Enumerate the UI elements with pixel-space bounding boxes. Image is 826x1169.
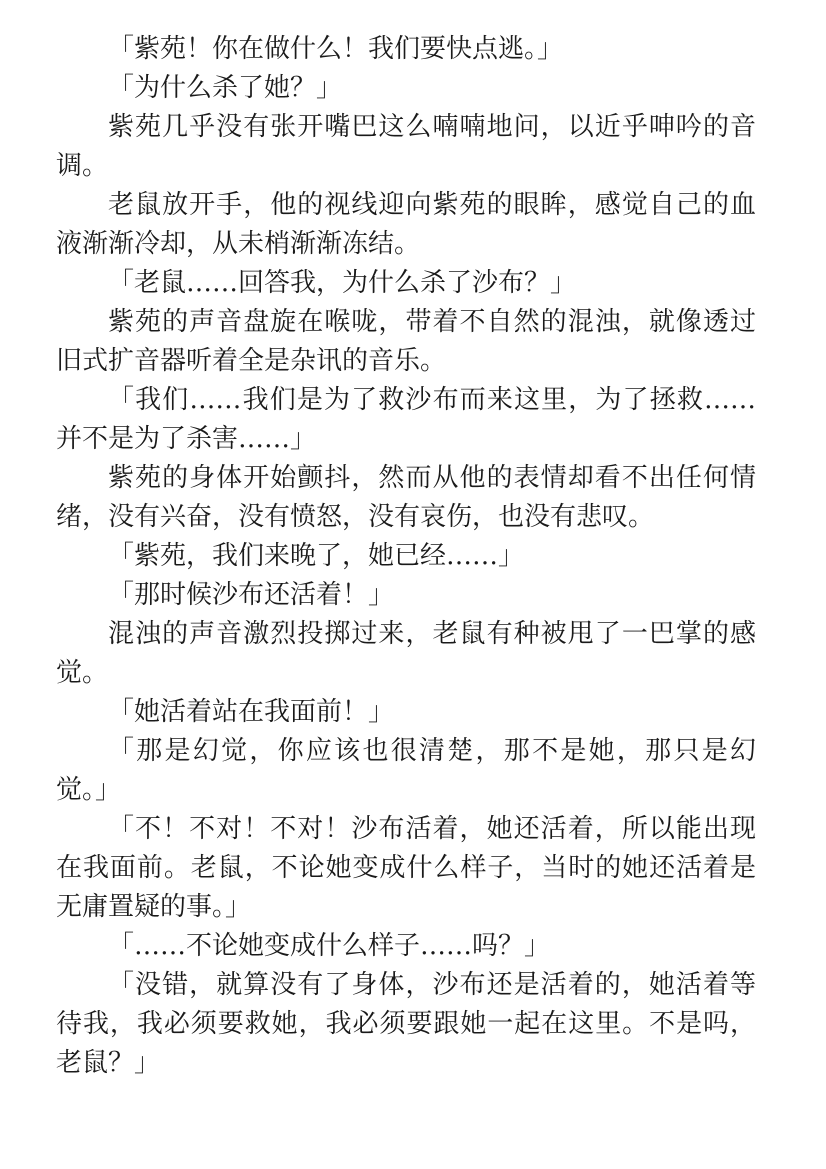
paragraph: 紫苑几乎没有张开嘴巴这么喃喃地问，以近乎呻吟的音调。	[56, 112, 756, 181]
paragraph: 「为什么杀了她？」	[108, 73, 343, 103]
paragraph: 「紫苑！你在做什么！我们要快点逃。」	[108, 34, 564, 64]
paragraph: 老鼠放开手，他的视线迎向紫苑的眼眸，感觉自己的血液渐渐冷却，从未梢渐渐冻结。	[56, 190, 756, 259]
paragraph: 「紫苑，我们来晚了，她已经……」	[108, 541, 525, 571]
paragraph: 「不！不对！不对！沙布活着，她还活着，所以能出现在我面前。老鼠，不论她变成什么样子，当时的她还活着是无庸置疑的事。」	[56, 814, 756, 922]
paragraph: 「没错，就算没有了身体，沙布还是活着的，她活着等待我，我必须要救她，我必须要跟她一起在这里。不是吗，老鼠？」	[56, 970, 756, 1078]
paragraph: 「那时候沙布还活着！」	[108, 580, 395, 610]
paragraph: 紫苑的声音盘旋在喉咙，带着不自然的混浊，就像透过旧式扩音器听着全是杂讯的音乐。	[56, 307, 756, 376]
paragraph: 「……不论她变成什么样子……吗？」	[108, 931, 551, 961]
paragraph: 紫苑的身体开始颤抖，然而从他的表情却看不出任何情绪，没有兴奋，没有愤怒，没有哀伤，也没有悲叹。	[56, 463, 756, 532]
paragraph: 「她活着站在我面前！」	[108, 697, 395, 727]
paragraph: 「那是幻觉，你应该也很清楚，那不是她，那只是幻觉。」	[56, 736, 756, 805]
document-page	[56, 30, 756, 1083]
paragraph: 混浊的声音激烈投掷过来，老鼠有种被甩了一巴掌的感觉。	[56, 619, 756, 688]
paragraph: 「老鼠……回答我，为什么杀了沙布？」	[108, 268, 577, 298]
paragraph: 「我们……我们是为了救沙布而来这里，为了拯救……并不是为了杀害……」	[56, 385, 756, 454]
